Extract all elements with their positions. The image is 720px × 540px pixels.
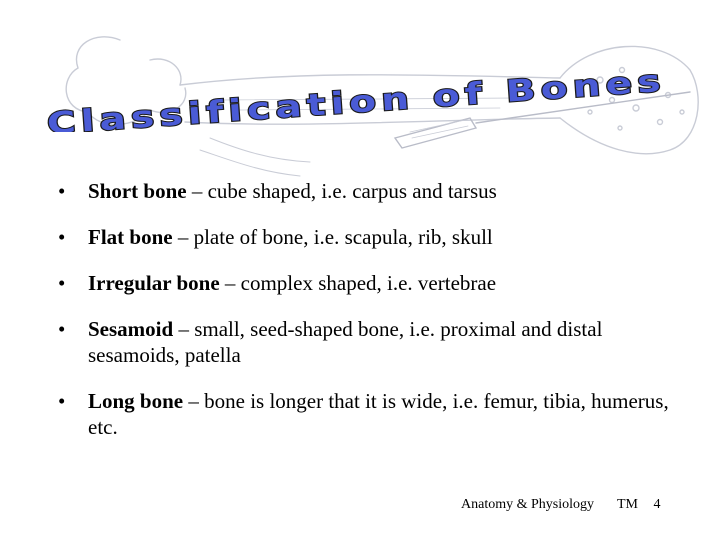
bullet-term: Long bone	[88, 389, 184, 413]
bullet-icon: •	[58, 317, 66, 341]
bullet-icon: •	[58, 271, 66, 295]
title-text: Classification of Bones	[45, 73, 524, 132]
list-item	[58, 316, 698, 368]
title-wordart	[40, 62, 680, 132]
bullet-icon: •	[58, 225, 66, 249]
footer-page-number: 4	[653, 497, 661, 512]
bullet-term: Sesamoid	[88, 317, 174, 341]
bullet-term: Flat bone	[88, 225, 173, 249]
bullet-icon: •	[58, 179, 66, 203]
footer-course: Anatomy & Physiology	[461, 497, 595, 512]
bullet-icon: •	[58, 389, 66, 413]
bullet-text: – small, seed-shaped bone, i.e. proximal and distal sesamoids, patella	[88, 317, 603, 367]
slide-title	[40, 62, 680, 132]
list-item	[58, 270, 698, 296]
bullet-text: – plate of bone, i.e. scapula, rib, skull	[172, 225, 493, 249]
footer-page-info	[617, 496, 661, 514]
bullet-text: – cube shaped, i.e. carpus and tarsus	[186, 179, 497, 203]
bullet-term: Irregular bone	[88, 271, 220, 295]
bullet-list	[58, 178, 698, 460]
list-item	[58, 178, 698, 204]
bullet-text: – complex shaped, i.e. vertebrae	[219, 271, 497, 295]
bullet-term: Short bone	[88, 179, 187, 203]
footer-tm: TM	[617, 497, 638, 512]
list-item	[58, 388, 698, 440]
bullet-text: – bone is longer that it is wide, i.e. femur, tibia, humerus, etc.	[88, 389, 669, 439]
list-item	[58, 224, 698, 250]
